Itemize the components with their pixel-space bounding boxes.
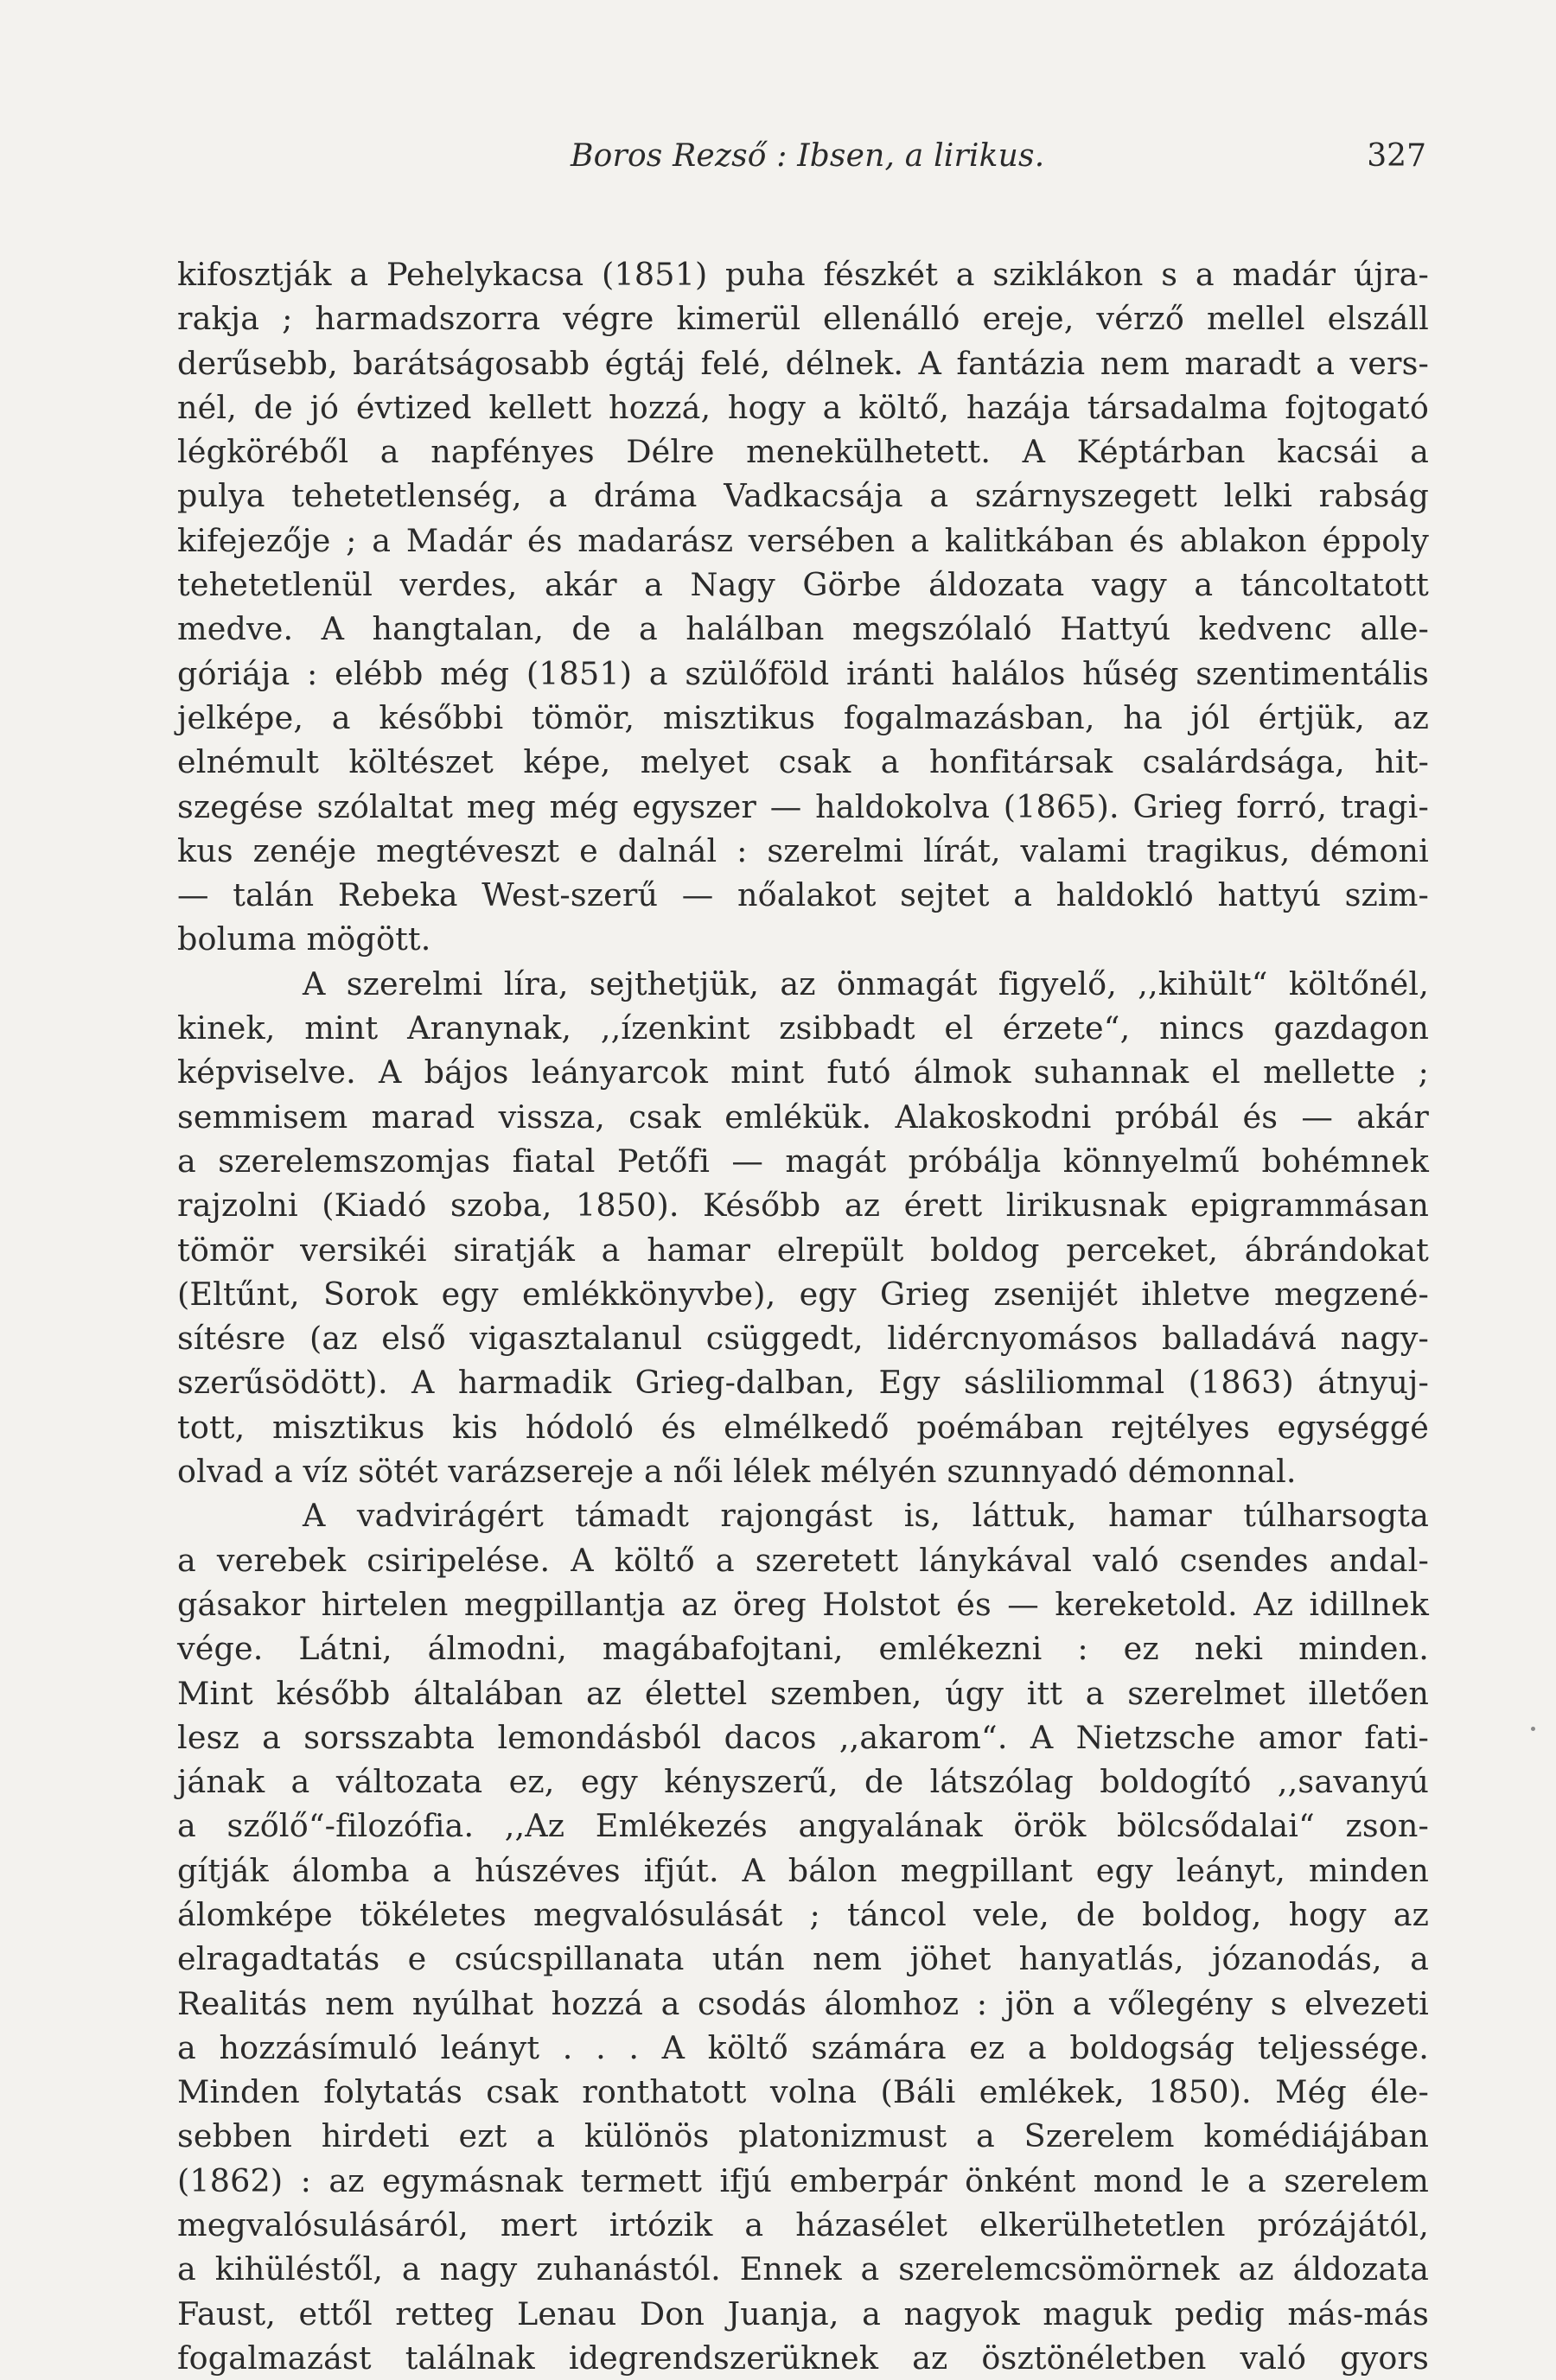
text-line: sítésre (az első vigasztalanul csüggedt, lidércnyomásos balladává nagy- [177,1320,1429,1358]
text-line: vége. Látni, álmodni, magábafojtani, emlékezni : ez neki minden. [177,1630,1429,1668]
text-line: tott, misztikus kis hódoló és elmélkedő poémában rejtélyes egységgé [177,1408,1429,1446]
text-line: kifosztják a Pehelykacsa (1851) puha fészkét a sziklákon s a madár újra- [177,256,1429,293]
text-line: elnémult költészet képe, melyet csak a honfitársak csalárdsága, hit- [177,743,1429,781]
text-line: rajzolni (Kiadó szoba, 1850). Később az érett lirikusnak epigrammásan [177,1187,1429,1225]
text-line: képviselve. A bájos leányarcok mint futó álmok suhannak el mellette ; [177,1053,1429,1091]
text-line: Minden folytatás csak ronthatott volna (Báli emlékek, 1850). Még éle- [177,2073,1429,2111]
text-line: légköréből a napfényes Délre menekülhetett. A Képtárban kacsái a [177,433,1429,471]
text-line: a verebek csiripelése. A költő a szeretett lánykával való csendes andal- [177,1541,1429,1579]
text-line: kifejezője ; a Madár és madarász versében a kalitkában és ablakon éppoly [177,521,1429,559]
text-line: (Eltűnt, Sorok egy emlékkönyvbe), egy Grieg zsenijét ihletve megzené- [177,1275,1429,1313]
text-line: megvalósulásáról, mert irtózik a házasélet elkerülhetetlen prózájától, [177,2206,1429,2244]
text-line: boluma mögött. [177,920,431,958]
text-line: a hozzásímuló leányt . . . A költő számára ez a boldogság teljessége. [177,2028,1429,2066]
text-line: a szerelemszomjas fiatal Petőfi — magát próbálja könnyelmű bohémnek [177,1142,1429,1180]
text-line: derűsebb, barátságosabb égtáj felé, délnek. A fantázia nem maradt a vers- [177,344,1429,382]
text-line: a szőlő“-filozófia. ,,Az Emlékezés angyalának örök bölcsődalai“ zson- [177,1807,1429,1845]
page-number: 327 [1367,138,1426,174]
text-line: (1862) : az egymásnak termett ifjú emberpár önként mond le a szerelem [177,2161,1429,2199]
text-line: — talán Rebeka West-szerű — nőalakot sejtet a haldokló hattyú szim- [177,876,1429,914]
text-line: szerűsödött). A harmadik Grieg-dalban, Egy sásliliommal (1863) átnyuj- [177,1364,1429,1402]
text-line: a kihüléstől, a nagy zuhanástól. Ennek a szerelemcsömörnek az áldozata [177,2250,1429,2288]
text-line: Faust, ettől retteg Lenau Don Juanja, a nagyok maguk pedig más-más [177,2294,1429,2332]
text-line: góriája : elébb még (1851) a szülőföld iránti halálos hűség szentimentális [177,654,1429,692]
text-line: szegése szólaltat meg még egyszer — haldokolva (1865). Grieg forró, tragi- [177,787,1429,825]
text-line: fogalmazást találnak idegrendszerüknek az ösztönéletben való gyors [177,2339,1429,2377]
text-line: rakja ; harmadszorra végre kimerül ellenálló ereje, vérző mellel elszáll [177,300,1429,338]
text-line: jelképe, a későbbi tömör, misztikus fogalmazásban, ha jól értjük, az [177,698,1429,736]
text-line: Mint később általában az élettel szemben, úgy itt a szerelmet illetően [177,1674,1429,1712]
text-line: tömör versikéi siratják a hamar elrepült boldog perceket, ábrándokat [177,1231,1429,1269]
text-line: semmisem marad vissza, csak emlékük. Alakoskodni próbál és — akár [177,1098,1429,1136]
text-line: pulya tehetetlenség, a dráma Vadkacsája a szárnyszegett lelki rabság [177,477,1429,515]
paragraph-start-line: A szerelmi líra, sejthetjük, az önmagát figyelő, ,,kihült“ költőnél, [303,964,1429,1002]
main-text [177,252,1429,2377]
paper-speck [1531,1727,1535,1731]
text-line: olvad a víz sötét varázsereje a női lélek mélyén szunnyadó démonnal. [177,1453,1297,1491]
text-line: Realitás nem nyúlhat hozzá a csodás álomhoz : jön a vőlegény s elvezeti [177,1984,1429,2022]
text-line: medve. A hangtalan, de a halálban megszólaló Hattyú kedvenc alle- [177,610,1429,648]
text-line: álomképe tökéletes megvalósulását ; táncol vele, de boldog, hogy az [177,1895,1429,1933]
text-line: tehetetlenül verdes, akár a Nagy Görbe áldozata vagy a táncoltatott [177,566,1429,604]
text-line: gásakor hirtelen megpillantja az öreg Holstot és — kereketold. Az idillnek [177,1585,1429,1623]
running-head-title: Boros Rezső : Ibsen, a lirikus. [571,138,1045,174]
text-line: kinek, mint Aranynak, ,,ízenkint zsibbadt el érzete“, nincs gazdagon [177,1009,1429,1047]
text-line: elragadtatás e csúcspillanata után nem jöhet hanyatlás, józanodás, a [177,1940,1429,1978]
text-line: sebben hirdeti ezt a különös platonizmust a Szerelem komédiájában [177,2117,1429,2155]
paragraph-start-line: A vadvirágért támadt rajongást is, láttuk, hamar túlharsogta [303,1497,1429,1535]
text-line: gítják álomba a húszéves ifjút. A bálon megpillant egy leányt, minden [177,1851,1429,1889]
text-line: lesz a sorsszabta lemondásból dacos ,,akarom“. A Nietzsche amor fati- [177,1718,1429,1756]
text-line: nél, de jó évtized kellett hozzá, hogy a költő, hazája társadalma fojtogató [177,388,1429,426]
text-line: kus zenéje megtéveszt e dalnál : szerelmi lírát, valami tragikus, démoni [177,831,1429,869]
text-line: jának a változata ez, egy kényszerű, de látszólag boldogító ,,savanyú [177,1763,1429,1801]
